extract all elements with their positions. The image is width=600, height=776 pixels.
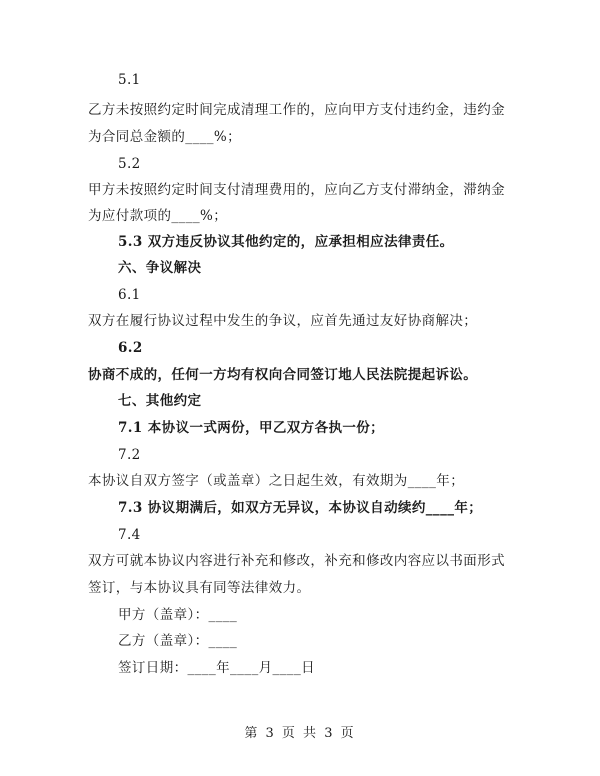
clause-6-2-heading: 6.2 — [118, 340, 143, 356]
clause-7-4-heading: 7.4 — [118, 527, 141, 543]
clause-5-2-text-line1: 甲方未按照约定时间支付清理费用的，应向乙方支付滞纳金，滞纳金 — [88, 182, 505, 198]
clause-6-1-heading: 6.1 — [118, 287, 141, 303]
signature-party-a: 甲方（盖章）：____ — [118, 607, 238, 623]
page-number-footer: 第 3 页 共 3 页 — [244, 726, 356, 741]
clause-6-2-text: 协商不成的，任何一方均有权向合同签订地人民法院提起诉讼。 — [88, 367, 478, 383]
signing-date: 签订日期：____年____月____日 — [118, 660, 315, 676]
clause-7-4-text-line2: 签订，与本协议具有同等法律效力。 — [88, 580, 311, 596]
clause-7-2-text: 本协议自双方签字（或盖章）之日起生效，有效期为____年； — [88, 473, 465, 489]
signature-party-b: 乙方（盖章）：____ — [118, 633, 238, 649]
clause-5-1-heading: 5.1 — [118, 72, 141, 88]
clause-7-1: 7.1 本协议一式两份，甲乙双方各执一份； — [118, 420, 385, 436]
clause-6-1-text: 双方在履行协议过程中发生的争议，应首先通过友好协商解决； — [88, 313, 478, 329]
clause-5-2-text-line2: 为应付款项的____%； — [88, 208, 228, 224]
clause-7-4-text-line1: 双方可就本协议内容进行补充和修改，补充和修改内容应以书面形式 — [88, 553, 505, 569]
clause-5-1-text-line2: 为合同总金额的____%； — [88, 129, 242, 145]
clause-5-1-text-line1: 乙方未按照约定时间完成清理工作的，应向甲方支付违约金，违约金 — [88, 102, 505, 118]
section-6-title: 六、争议解决 — [118, 260, 202, 276]
clause-5-2-heading: 5.2 — [118, 156, 141, 172]
clause-5-3: 5.3 双方违反协议其他约定的，应承担相应法律责任。 — [118, 234, 454, 250]
clause-7-2-heading: 7.2 — [118, 447, 141, 463]
clause-7-3: 7.3 协议期满后，如双方无异议，本协议自动续约____年； — [118, 500, 483, 516]
section-7-title: 七、其他约定 — [118, 393, 202, 409]
